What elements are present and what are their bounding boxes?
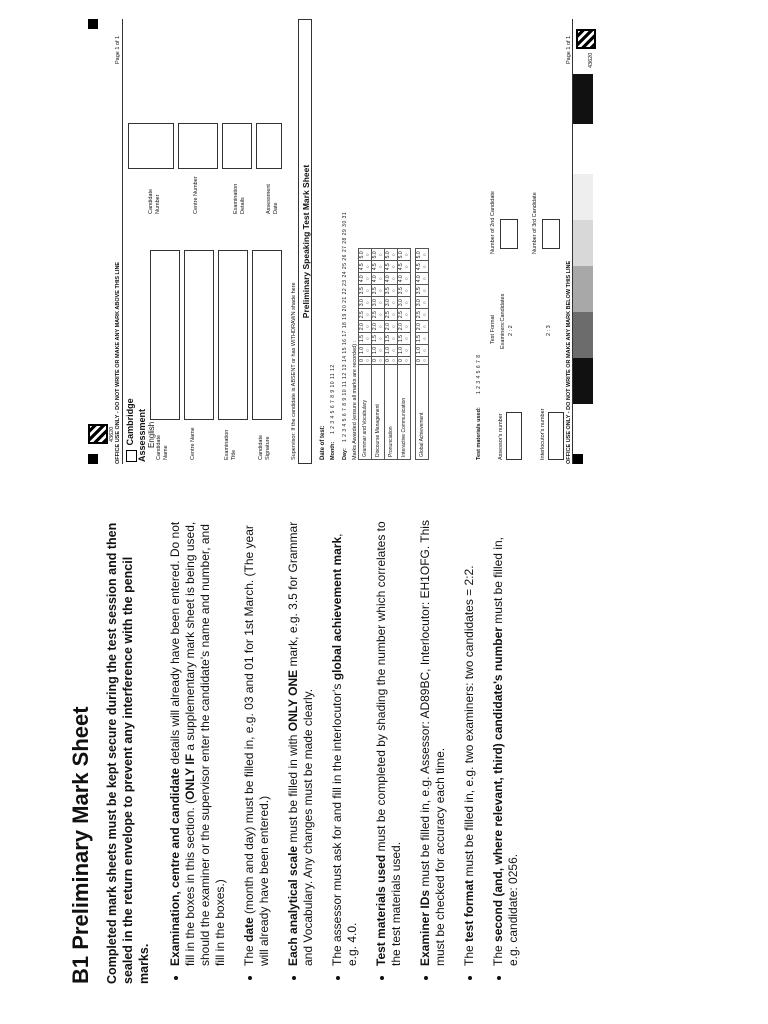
- mark-sheet-form: [88, 19, 648, 464]
- mark-value: 0: [398, 359, 404, 362]
- mark-value: 1.5: [372, 335, 378, 343]
- instruction-text: must be filled in, e.g. candidate: 0256.: [491, 537, 520, 966]
- mark-value: 1.5: [398, 335, 404, 343]
- instruction-text: (month and day) must be filled in, e.g. 03 and 01 for 1st March. (The year will already have been entered.): [242, 525, 271, 966]
- mark-option[interactable]: [398, 297, 411, 309]
- instruction-bold-text: Each analytical scale: [286, 845, 300, 966]
- instructions-panel: [50, 514, 535, 984]
- mark-value: 2.0: [416, 323, 422, 331]
- bubble-icon: ○: [378, 253, 384, 257]
- bubble-icon: ○: [378, 301, 384, 305]
- mark-value: 3.0: [372, 299, 378, 307]
- timing-bar: [573, 266, 593, 312]
- mark-option[interactable]: [416, 273, 429, 285]
- instruction-bold-text: Test materials used: [374, 854, 388, 966]
- instruction-text: details will already have been entered. Do not fill in the boxes in this section. (: [168, 521, 197, 966]
- mark-value: 2.5: [416, 311, 422, 319]
- mark-option[interactable]: [385, 261, 398, 273]
- page-count-bottom: Page 1 of 1: [566, 35, 572, 64]
- assessors-number-label: Assessor's number: [498, 413, 504, 460]
- bubble-icon: ○: [391, 358, 397, 362]
- candidate-name-field[interactable]: [150, 250, 180, 420]
- bubble-icon: ○: [365, 313, 371, 317]
- mark-value: 4.0: [385, 275, 391, 283]
- mark-option[interactable]: [359, 273, 372, 285]
- bubble-icon: ○: [391, 325, 397, 329]
- bubble-icon: ○: [422, 348, 428, 353]
- centre-number-label: Centre Number: [193, 176, 199, 214]
- mark-option[interactable]: [359, 333, 372, 345]
- bubble-icon: ○: [422, 337, 428, 341]
- mark-value: 1.0: [398, 347, 404, 354]
- instruction-text: The assessor must ask for and fill in the interlocutor's: [330, 680, 344, 966]
- office-use-top: OFFICE USE ONLY - DO NOT WRITE OR MAKE ANY MARK ABOVE THIS LINE: [115, 261, 121, 464]
- bubble-icon: ○: [404, 325, 410, 329]
- mark-option[interactable]: [398, 261, 411, 273]
- bubble-icon: ○: [365, 348, 371, 353]
- instruction-bold-text: date: [242, 917, 256, 942]
- bubble-icon: ○: [365, 253, 371, 257]
- examination-title-label: Examination Title: [224, 429, 237, 460]
- mark-value: 1.0: [385, 347, 391, 354]
- barcode-icon: [88, 424, 108, 444]
- bubble-icon: ○: [365, 358, 371, 362]
- bubble-icon: ○: [422, 253, 428, 257]
- instruction-text: a supplementary mark sheet is being used, should the examiner or the supervisor enter the candidate's name and number, and fill in the boxes.): [183, 521, 227, 966]
- corner-mark: [88, 19, 98, 29]
- mark-value: 2.0: [385, 323, 391, 331]
- criterion-label: Discourse Management: [372, 365, 385, 460]
- instruction-bold-text: Examination, centre and candidate: [168, 767, 182, 966]
- mark-option[interactable]: [359, 356, 372, 364]
- mark-option[interactable]: [398, 273, 411, 285]
- bubble-icon: ○: [422, 325, 428, 329]
- mark-option[interactable]: [398, 333, 411, 345]
- mark-value: 5.0: [359, 251, 365, 259]
- mark-value: 5.0: [416, 251, 422, 259]
- mark-option[interactable]: [385, 356, 398, 364]
- mark-option[interactable]: [359, 261, 372, 273]
- instruction-bold-text: Examiner IDs: [418, 889, 432, 966]
- bubble-icon: ○: [404, 313, 410, 317]
- bubble-icon: ○: [365, 337, 371, 341]
- form-code: 43620: [109, 426, 115, 442]
- centre-name-field[interactable]: [184, 250, 214, 420]
- examination-details-field[interactable]: [222, 123, 252, 169]
- mark-option[interactable]: [385, 273, 398, 285]
- mark-option[interactable]: [385, 345, 398, 357]
- mark-option[interactable]: [372, 345, 385, 357]
- criterion-label: Pronunciation: [385, 365, 398, 460]
- assessors-number-field[interactable]: [506, 412, 522, 460]
- page-count-top: Page 1 of 1: [115, 35, 121, 64]
- mark-value: 2.5: [359, 311, 365, 319]
- mark-option[interactable]: [416, 285, 429, 297]
- mark-value: 1.5: [359, 335, 365, 343]
- mark-value: 5.0: [385, 251, 391, 259]
- mark-value: 1.0: [372, 347, 378, 354]
- mark-value: 4.0: [398, 275, 404, 283]
- mark-value: 3.5: [359, 287, 365, 295]
- mark-option[interactable]: [398, 309, 411, 321]
- mark-option[interactable]: [359, 297, 372, 309]
- mark-option[interactable]: [398, 285, 411, 297]
- mark-option[interactable]: [372, 285, 385, 297]
- bubble-icon: ○: [391, 348, 397, 353]
- instruction-text: must be filled in, e.g. two examiners: two candidates = 2:2.: [462, 565, 476, 880]
- marks-row: [385, 249, 398, 460]
- candidate-number-label: Candidate Number: [148, 188, 161, 214]
- mark-option[interactable]: [385, 321, 398, 333]
- mark-option[interactable]: [416, 261, 429, 273]
- mark-option[interactable]: [416, 333, 429, 345]
- mark-option[interactable]: [416, 249, 429, 261]
- mark-option[interactable]: [385, 297, 398, 309]
- divider: [122, 19, 123, 464]
- mark-option[interactable]: [359, 321, 372, 333]
- day-label: Day:: [342, 448, 348, 460]
- test-materials-options[interactable]: 1 2 3 4 5 6 7 8: [476, 354, 482, 394]
- mark-option[interactable]: [359, 309, 372, 321]
- timing-bar: [573, 74, 593, 124]
- mark-value: 4.0: [416, 275, 422, 283]
- third-candidate-label: Number of 3rd Candidate: [532, 192, 538, 254]
- mark-value: 3.0: [398, 299, 404, 307]
- mark-value: 0: [359, 359, 365, 362]
- mark-value: 2.5: [372, 311, 378, 319]
- marks-row: [372, 249, 385, 460]
- interlocutors-number-label: Interlocutor's number: [540, 408, 546, 460]
- bubble-icon: ○: [378, 358, 384, 362]
- mark-option[interactable]: [398, 345, 411, 357]
- marks-row: [398, 249, 411, 460]
- mark-option[interactable]: [372, 309, 385, 321]
- bubble-icon: ○: [365, 289, 371, 293]
- mark-option[interactable]: [372, 356, 385, 364]
- supervisor-note: Supervisor: If the candidate is ABSENT or has WITHDRAWN shade here: [291, 282, 297, 460]
- third-candidate-field[interactable]: [542, 219, 560, 249]
- assessment-date-label: Assessment Date: [266, 184, 279, 214]
- bubble-icon: ○: [391, 337, 397, 341]
- bubble-icon: ○: [378, 265, 384, 269]
- mark-value: 2.0: [398, 323, 404, 331]
- bubble-icon: ○: [391, 313, 397, 317]
- bubble-icon: ○: [365, 277, 371, 281]
- timing-bar: [573, 358, 593, 404]
- candidate-number-field[interactable]: [128, 123, 174, 169]
- logo-text: Cambridge Assessment: [125, 398, 147, 462]
- mark-option[interactable]: [416, 345, 429, 357]
- bubble-icon: ○: [422, 301, 428, 305]
- bubble-icon: ○: [391, 289, 397, 293]
- format-2-2[interactable]: 2 : 2: [508, 325, 514, 336]
- bubble-icon: ○: [391, 277, 397, 281]
- date-of-test-label: Date of test:: [320, 425, 326, 460]
- mark-option[interactable]: [372, 321, 385, 333]
- examination-title-field[interactable]: [218, 250, 248, 420]
- bubble-icon: ○: [422, 313, 428, 317]
- test-format-label: Test Format: [490, 314, 496, 344]
- mark-option[interactable]: [416, 309, 429, 321]
- instruction-bold-text: second (and, where relevant, third) candidate's number: [491, 627, 505, 942]
- mark-option[interactable]: [359, 285, 372, 297]
- mark-value: 1.5: [385, 335, 391, 343]
- bubble-icon: ○: [391, 253, 397, 257]
- mark-option[interactable]: [385, 309, 398, 321]
- bubble-icon: ○: [378, 348, 384, 353]
- instruction-text: mark, e.g. 3.5 for Grammar and Vocabulary. Any changes must be made clearly.: [286, 521, 315, 966]
- instruction-bold-text: global achievement mark: [330, 536, 344, 681]
- mark-value: 3.5: [416, 287, 422, 295]
- mark-value: 4.5: [416, 263, 422, 271]
- instruction-item: [168, 514, 228, 966]
- mark-value: 5.0: [372, 251, 378, 259]
- mark-value: 3.5: [385, 287, 391, 295]
- marks-row: [359, 249, 372, 460]
- marks-table: [358, 248, 429, 460]
- centre-number-field[interactable]: [178, 123, 218, 169]
- instruction-item: [374, 514, 404, 966]
- mark-value: 0: [372, 359, 378, 362]
- mark-value: 2.5: [398, 311, 404, 319]
- criterion-label: Global Achievement: [416, 365, 429, 460]
- centre-name-label: Centre Name: [190, 427, 196, 460]
- mark-option[interactable]: [398, 249, 411, 261]
- corner-mark: [573, 454, 583, 464]
- mark-value: 3.5: [372, 287, 378, 295]
- marks-row: [416, 249, 429, 460]
- bubble-icon: ○: [422, 289, 428, 293]
- mark-option[interactable]: [416, 356, 429, 364]
- bubble-icon: ○: [404, 265, 410, 269]
- criterion-label: Interactive Communication: [398, 365, 411, 460]
- mark-value: 2.5: [385, 311, 391, 319]
- bubble-icon: ○: [404, 337, 410, 341]
- bubble-icon: ○: [365, 301, 371, 305]
- mark-option[interactable]: [385, 333, 398, 345]
- mark-value: 4.5: [385, 263, 391, 271]
- mark-option[interactable]: [372, 249, 385, 261]
- instruction-item: [330, 514, 360, 966]
- bubble-icon: ○: [378, 289, 384, 293]
- instruction-bold-text: ONLY IF: [183, 753, 197, 800]
- mark-option[interactable]: [372, 333, 385, 345]
- intro-text: Completed mark sheets must be kept secure during the test session and then sealed in the return envelope to prevent any interference with the pencil marks.: [105, 522, 151, 984]
- bubble-icon: ○: [404, 289, 410, 293]
- examiners-candidates-label: Examiners:Candidates: [500, 293, 506, 349]
- shield-icon: [126, 450, 137, 462]
- instruction-text: must be completed by shading the number which correlates to the test materials used.: [374, 521, 403, 966]
- bubble-icon: ○: [422, 277, 428, 281]
- instruction-text: must be filled in with: [286, 731, 300, 846]
- mark-value: 4.5: [372, 263, 378, 271]
- candidate-signature-label: Candidate Signature: [258, 434, 271, 460]
- second-candidate-label: Number of 2nd Candidate: [490, 191, 496, 254]
- mark-option[interactable]: [372, 261, 385, 273]
- assessment-date-field[interactable]: [256, 123, 282, 169]
- instruction-item: [491, 514, 521, 966]
- mark-value: 1.0: [359, 347, 365, 354]
- corner-mark: [88, 454, 98, 464]
- logo-subtext: English: [146, 421, 156, 448]
- timing-bar: [573, 312, 593, 358]
- mark-value: 3.5: [398, 287, 404, 295]
- mark-value: 3.0: [359, 299, 365, 307]
- bubble-icon: ○: [422, 265, 428, 269]
- marks-awarded-label: Marks Awarded (ensure all marks are recorded) :: [352, 340, 358, 460]
- bubble-icon: ○: [391, 301, 397, 305]
- mark-option[interactable]: [398, 321, 411, 333]
- timing-bar: [573, 220, 593, 266]
- interlocutors-number-field[interactable]: [548, 412, 564, 460]
- mark-value: 2.0: [372, 323, 378, 331]
- bubble-icon: ○: [404, 277, 410, 281]
- bubble-icon: ○: [365, 325, 371, 329]
- instruction-bold-text: test format: [462, 879, 476, 942]
- bubble-icon: ○: [391, 265, 397, 269]
- mark-option[interactable]: [372, 273, 385, 285]
- barcode-icon: [576, 29, 596, 49]
- criterion-label: Grammar and Vocabulary: [359, 365, 372, 460]
- instruction-text: , e.g. 4.0.: [330, 533, 359, 966]
- bubble-icon: ○: [404, 348, 410, 353]
- mark-option[interactable]: [372, 297, 385, 309]
- bubble-icon: ○: [404, 253, 410, 257]
- mark-option[interactable]: [385, 249, 398, 261]
- sheet-title: Preliminary Speaking Test Mark Sheet: [301, 164, 311, 319]
- timing-bar: [573, 174, 593, 220]
- bubble-icon: ○: [365, 265, 371, 269]
- test-materials-label: Test materials used:: [476, 407, 482, 460]
- instruction-item: [242, 514, 272, 966]
- bubble-icon: ○: [378, 337, 384, 341]
- month-label: Month:: [330, 441, 336, 460]
- mark-value: 5.0: [398, 251, 404, 259]
- instruction-text: must be filled in, e.g. Assessor: AD89BC, Interlocutor: EH1OFG. This must be checked for accuracy each time.: [418, 520, 447, 966]
- bubble-icon: ○: [422, 358, 428, 362]
- bubble-icon: ○: [404, 301, 410, 305]
- mark-value: 1.5: [416, 335, 422, 343]
- mark-value: 4.5: [398, 263, 404, 271]
- instruction-list: [168, 514, 521, 984]
- examination-details-label: Examination Details: [233, 183, 246, 214]
- mark-option[interactable]: [416, 321, 429, 333]
- mark-option[interactable]: [416, 297, 429, 309]
- mark-value: 4.0: [359, 275, 365, 283]
- mark-value: 0: [416, 359, 422, 362]
- mark-value: 4.5: [359, 263, 365, 271]
- mark-option[interactable]: [359, 345, 372, 357]
- month-options[interactable]: 1 2 3 4 5 6 7 8 9 10 11 12: [330, 364, 336, 434]
- bubble-icon: ○: [378, 277, 384, 281]
- instruction-text: The: [462, 941, 476, 966]
- mark-value: 3.0: [416, 299, 422, 307]
- instruction-item: [418, 514, 448, 966]
- office-use-bottom: OFFICE USE ONLY - DO NOT WRITE OR MAKE ANY MARK BELOW THIS LINE: [566, 260, 572, 464]
- format-2-3[interactable]: 2 : 3: [546, 325, 552, 336]
- mark-value: 1.0: [416, 347, 422, 354]
- instruction-text: The: [491, 941, 505, 966]
- instruction-bold-text: ONLY ONE: [286, 669, 300, 732]
- mark-option[interactable]: [385, 285, 398, 297]
- bubble-icon: ○: [404, 358, 410, 362]
- candidate-name-label: Candidate Name: [156, 434, 169, 460]
- mark-option[interactable]: [398, 356, 411, 364]
- second-candidate-field[interactable]: [500, 219, 518, 249]
- instruction-item: [286, 514, 316, 966]
- instruction-item: [462, 514, 477, 966]
- candidate-signature-field[interactable]: [252, 250, 282, 420]
- mark-value: 4.0: [372, 275, 378, 283]
- bubble-icon: ○: [378, 313, 384, 317]
- mark-value: 0: [385, 359, 391, 362]
- mark-value: 3.0: [385, 299, 391, 307]
- day-options[interactable]: 1 2 3 4 5 6 7 8 9 10 11 12 13 14 15 16 17 18 19 20 21 22 23 24 25 26 27 28 29 30 31: [342, 211, 348, 442]
- form-code-bottom: 43620: [588, 52, 594, 68]
- mark-value: 2.0: [359, 323, 365, 331]
- bubble-icon: ○: [378, 325, 384, 329]
- mark-option[interactable]: [359, 249, 372, 261]
- page-title: B1 Preliminary Mark Sheet: [68, 706, 93, 984]
- instruction-text: The: [242, 941, 256, 966]
